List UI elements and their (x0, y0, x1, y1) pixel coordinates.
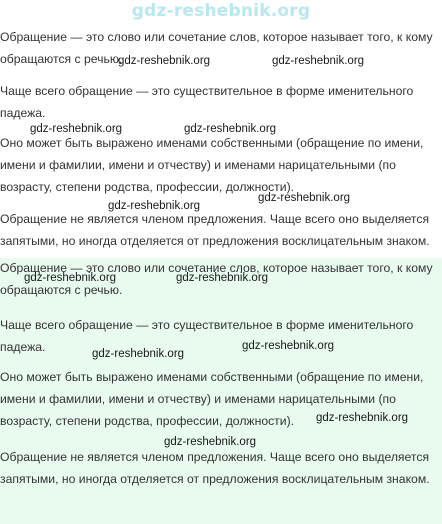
top-paragraph-punctuation: Обращение не является членом предложения. Чаще всего оно выделяется запятыми, но иногда отделяется от предложения восклицательным знаком. (0, 212, 430, 248)
watermark-text: gdz-reshebnik.org (316, 412, 409, 424)
watermark-text: gdz-reshebnik.org (24, 272, 117, 284)
bottom-paragraph-expression: Оно может быть выражено именами собственными (обращение по имени, имени и фамилии, имени и отчеству) и именами нарицательными (по возрасту, степени родства, профессии, должности). (0, 370, 424, 428)
watermark-text: gdz-reshebnik.org (92, 348, 185, 360)
bottom-text-panel (0, 258, 442, 524)
watermark-text: gdz-reshebnik.org (30, 123, 123, 135)
watermark-text: gdz-reshebnik.org (258, 192, 351, 204)
watermark-text: gdz-reshebnik.org (164, 436, 257, 448)
top-text-panel (0, 24, 442, 258)
site-header-logo-text: gdz-reshebnik.org (131, 1, 311, 21)
top-paragraph-definition: Обращение — это слово или сочетание слов, которое называет того, к кому обращаются с речью. (0, 30, 433, 66)
top-paragraph-expression: Оно может быть выражено именами собственными (обращение по имени, имени и фамилии, имени и отчеству) и именами нарицательными (по возрасту, степени родства, профессии, должности). (0, 136, 424, 194)
top-paragraph-noun-case: Чаще всего обращение — это существительное в форме именительного падежа. (0, 84, 414, 120)
bottom-paragraph-noun-case: Чаще всего обращение — это существительное в форме именительного падежа. (0, 318, 414, 354)
watermark-text: gdz-reshebnik.org (184, 123, 277, 135)
watermark-text: gdz-reshebnik.org (242, 340, 335, 352)
watermark-text: gdz-reshebnik.org (272, 55, 365, 67)
watermark-text: gdz-reshebnik.org (108, 200, 201, 212)
bottom-paragraph-punctuation: Обращение не является членом предложения. Чаще всего оно выделяется запятыми, но иногда отделяется от предложения восклицательным знаком. (0, 450, 430, 486)
bottom-paragraph-definition: Обращение — это слово или сочетание слов, которое называет того, к кому обращаются с речью. (0, 261, 433, 297)
watermark-text: gdz-reshebnik.org (118, 55, 211, 67)
site-header (0, 0, 442, 24)
watermark-text: gdz-reshebnik.org (176, 272, 269, 284)
